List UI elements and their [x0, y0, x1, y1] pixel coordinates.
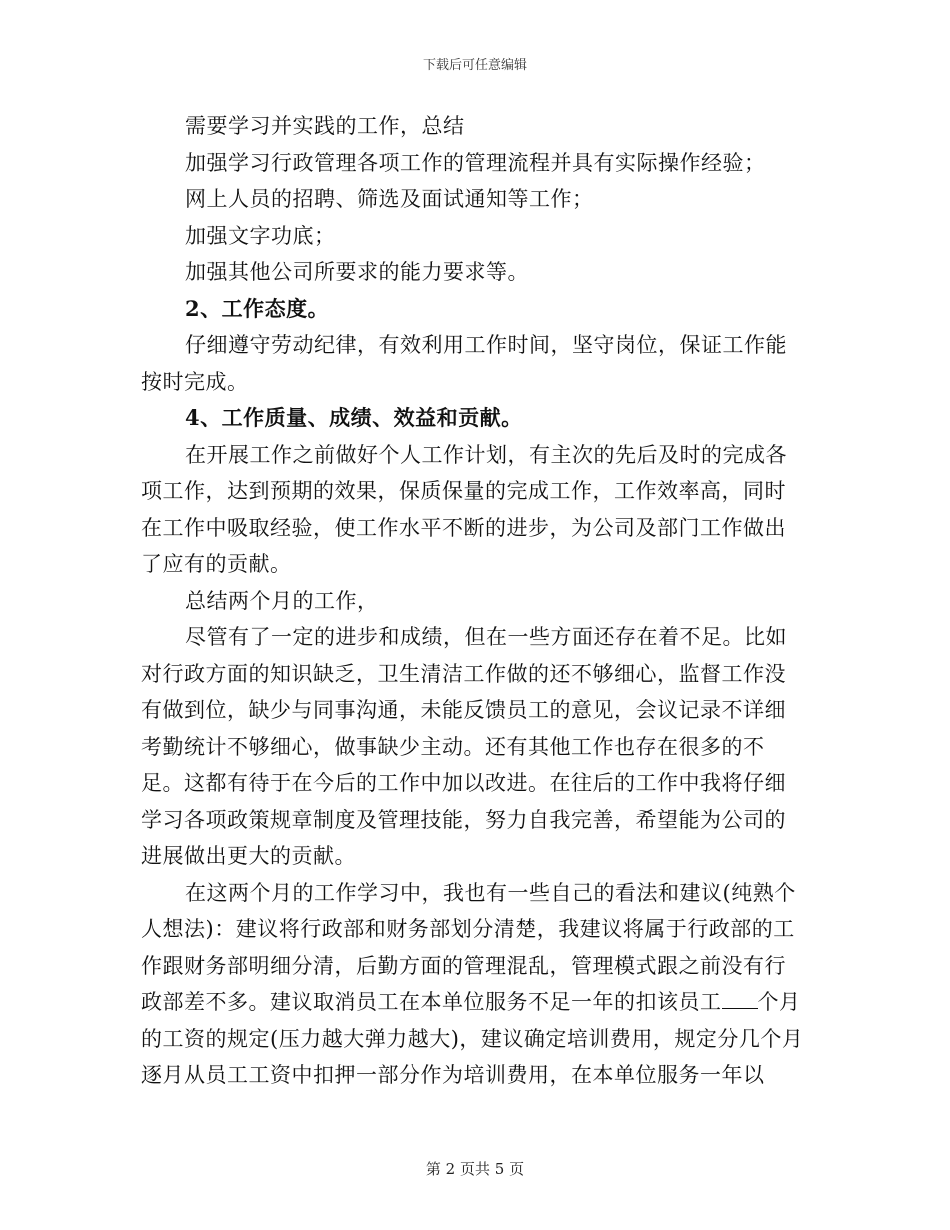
fill-in-blank — [722, 990, 758, 1009]
paragraph: 加强学习行政管理各项工作的管理流程并具有实际操作经验； — [185, 150, 766, 175]
section-heading: 4、工作质量、成绩、效益和贡献。 — [185, 405, 523, 430]
paragraph-text: 在这两个月的工作学习中，我也有一些自己的看法和建议(纯熟个人想法)：建议将行政部和财务部划分清楚，我建议将属于行政部的工作跟财务部明细分清，后勤方面的管理混乱，管理模式跟之前没有行政部差不多。建议取消员工在本单位服务不足一年的扣该员工 — [141, 880, 796, 1014]
paragraph-text: 个月的工资的规定(压力越大弹力越大)，建议确定培训费用，规定分几个月逐月从员工工资中扣押一部分作为培训费用，在本单位服务一年以 — [141, 990, 804, 1087]
page-footer: 第 2 页共 5 页 — [425, 1160, 525, 1178]
paragraph: 仔细遵守劳动纪律，有效利用工作时间，坚守岗位，保证工作能按时完成。 — [141, 333, 787, 394]
paragraph: 需要学习并实践的工作，总结 — [185, 114, 465, 138]
paragraph: 在开展工作之前做好个人工作计划，有主次的先后及时的完成各项工作，达到预期的效果，保质保量的完成工作，工作效率高，同时在工作中吸取经验，使工作水平不断的进步，为公司及部门工作做出了应有的贡献。 — [141, 442, 787, 576]
section-heading: 2、工作态度。 — [185, 295, 330, 321]
paragraph: 网上人员的招聘、筛选及面试通知等工作； — [185, 187, 594, 211]
paragraph: 尽管有了一定的进步和成绩，但在一些方面还存在着不足。比如对行政方面的知识缺乏，卫生清洁工作做的还不够细心，监督工作没有做到位，缺少与同事沟通，未能反馈员工的意见，会议记录不详细考勤统计不够细心，做事缺少主动。还有其他工作也存在很多的不足。这都有待于在今后的工作中加以改进。在往后的工作中我将仔细学习各项政策规章制度及管理技能，努力自我完善，希望能为公司的进展做出更大的贡献。 — [141, 625, 787, 868]
document-body — [141, 108, 806, 1094]
paragraph — [141, 875, 806, 1094]
paragraph: 加强文字功底； — [185, 223, 336, 248]
paragraph: 总结两个月的工作， — [185, 588, 379, 613]
paragraph: 加强其他公司所要求的能力要求等。 — [185, 260, 529, 284]
page-header: 下载后可任意编辑 — [422, 58, 527, 73]
